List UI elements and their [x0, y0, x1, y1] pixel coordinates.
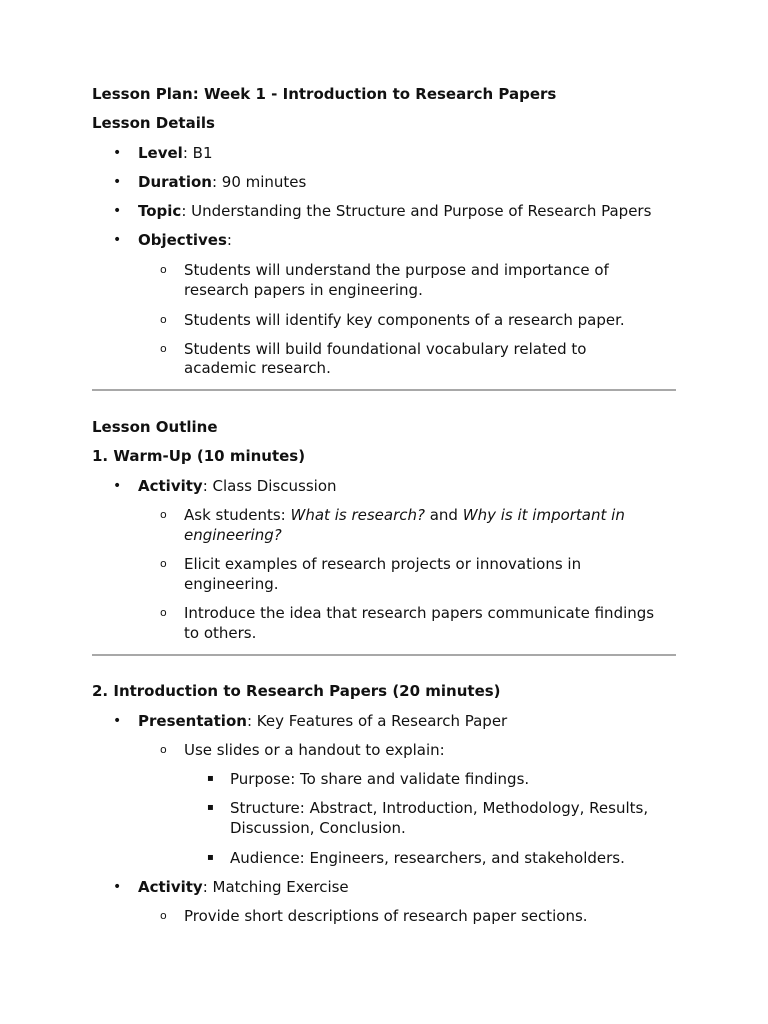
bullet-circle: o	[160, 557, 167, 570]
bullet-disc: •	[113, 478, 122, 494]
intro-presentation: Presentation: Key Features of a Research Paper	[138, 712, 508, 730]
bullet-circle: o	[160, 606, 167, 619]
bullet-circle: o	[160, 342, 167, 355]
intro-sub-item: Structure: Abstract, Introduction, Methodology, Results,	[230, 799, 649, 817]
bullet-circle: o	[160, 743, 167, 756]
document-title: Lesson Plan: Week 1 - Introduction to Research Papers	[92, 85, 557, 103]
bullet-disc: •	[113, 879, 122, 895]
bullet-circle: o	[160, 313, 167, 326]
objective-text: Students will identify key components of a research paper.	[184, 311, 625, 329]
intro-provide: Provide short descriptions of research paper sections.	[184, 907, 588, 925]
intro-sub-item: Discussion, Conclusion.	[230, 819, 406, 837]
bullet-disc: •	[113, 232, 122, 248]
detail-duration: Duration: 90 minutes	[138, 173, 307, 191]
lesson-outline-heading: Lesson Outline	[92, 418, 218, 436]
bullet-disc: •	[113, 203, 122, 219]
warmup-item: engineering.	[184, 575, 279, 593]
warmup-ask-questions-cont: engineering?	[184, 526, 282, 544]
warmup-item: Elicit examples of research projects or innovations in	[184, 555, 582, 573]
intro-sub-item: Purpose: To share and validate findings.	[230, 770, 530, 788]
detail-topic: Topic: Understanding the Structure and Purpose of Research Papers	[138, 202, 652, 220]
intro-heading: 2. Introduction to Research Papers (20 minutes)	[92, 682, 501, 700]
horizontal-divider	[92, 654, 676, 656]
intro-sub-item: Audience: Engineers, researchers, and stakeholders.	[230, 849, 625, 867]
bullet-circle: o	[160, 263, 167, 276]
objective-text: Students will understand the purpose and importance of	[184, 261, 609, 279]
warmup-ask-questions: Ask students: What is research? and Why is it important in	[184, 506, 625, 524]
objective-text: academic research.	[184, 359, 331, 377]
bullet-circle: o	[160, 508, 167, 521]
warmup-item: Introduce the idea that research papers communicate findings	[184, 604, 655, 622]
detail-objectives: Objectives:	[138, 231, 232, 249]
bullet-circle: o	[160, 909, 167, 922]
warmup-activity: Activity: Class Discussion	[138, 477, 337, 495]
warmup-heading: 1. Warm-Up (10 minutes)	[92, 447, 306, 465]
bullet-disc: •	[113, 145, 122, 161]
bullet-square: ▪	[207, 852, 214, 863]
bullet-square: ▪	[207, 773, 214, 784]
detail-level: Level: B1	[138, 144, 213, 162]
bullet-square: ▪	[207, 802, 214, 813]
objective-text: Students will build foundational vocabulary related to	[184, 340, 587, 358]
warmup-item: to others.	[184, 624, 257, 642]
bullet-disc: •	[113, 713, 122, 729]
bullet-disc: •	[113, 174, 122, 190]
intro-slides: Use slides or a handout to explain:	[184, 741, 445, 759]
horizontal-divider	[92, 389, 676, 391]
lesson-details-heading: Lesson Details	[92, 114, 215, 132]
intro-activity: Activity: Matching Exercise	[138, 878, 349, 896]
objective-text: research papers in engineering.	[184, 281, 423, 299]
